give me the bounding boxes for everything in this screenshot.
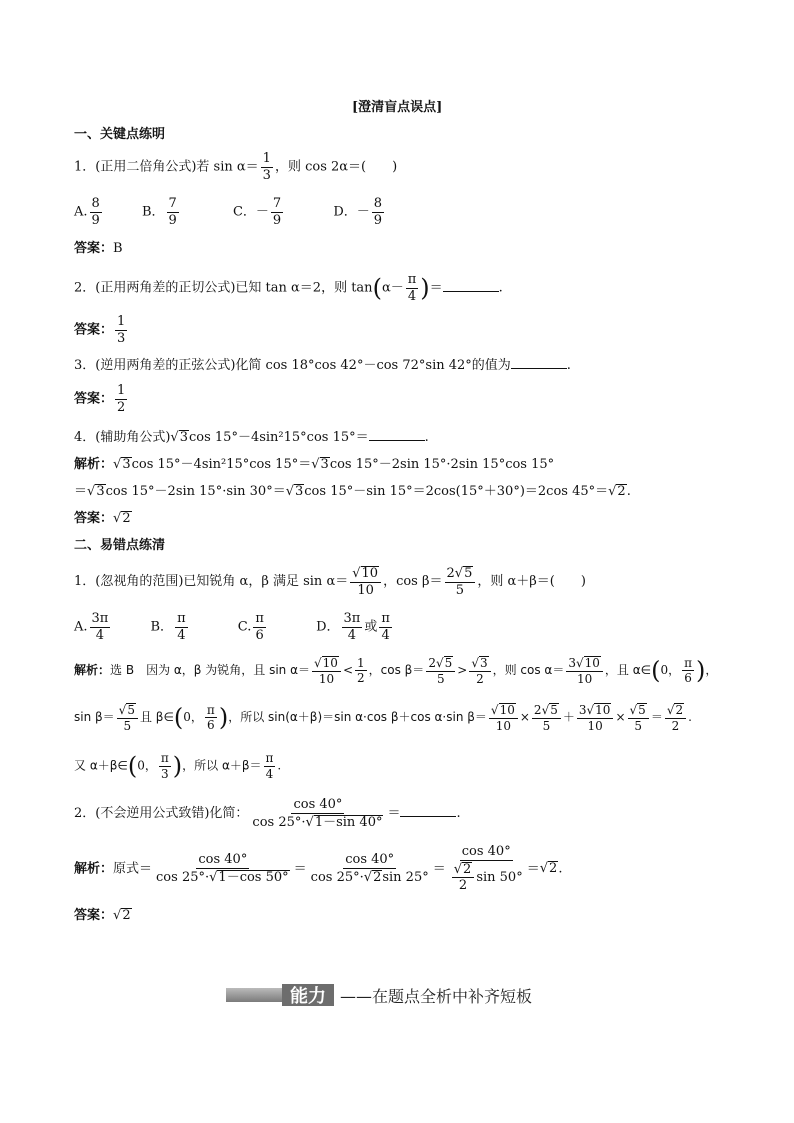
answer-blank: [400, 816, 456, 817]
s1-question-2: 2．(正用两角差的正切公式)已知 tan α＝2，则 tan(α－ $\frac{\pi}{4}$ )＝ .: [74, 272, 503, 304]
answer-blank: [511, 368, 567, 369]
answer-blank: [369, 440, 425, 441]
banner-label: 能力: [282, 984, 334, 1006]
option-c: C. $\frac{\pi}{6}$: [237, 611, 264, 643]
option-a: A. $\frac{8}{9}$: [74, 196, 100, 228]
s1-question-4: 4．(辅助角公式)√3cos 15°－4sin²15°cos 15°＝ .: [74, 430, 429, 445]
banner-decoration: [226, 988, 282, 1002]
option-d: D． $\frac{3\pi}{4}$ 或 $\frac{\pi}{4}$: [316, 611, 390, 643]
s1-q4-solution-line-2: ＝√3cos 15°－2sin 15°·sin 30°＝√3cos 15°－sin 15°＝2cos(15°＋30°)＝2cos 45°＝√2.: [74, 484, 631, 499]
option-d: D．－ $\frac{8}{9}$: [333, 196, 383, 228]
option-b: B． $\frac{\pi}{4}$: [150, 611, 186, 643]
section-banner: [226, 984, 532, 1006]
banner-subtitle: ——在题点全析中补齐短板: [340, 986, 533, 1006]
s2-q1-solution-line-3: 又 α＋β∈(0， $\frac{\pi}{3}$ )，所以 α＋β＝ $\frac{\pi}{4}$ .: [74, 751, 282, 781]
s1-q4-answer: 答案：√2: [74, 511, 131, 526]
s2-q1-options: [74, 612, 394, 642]
s2-q2-solution: 解析：原式＝ $\frac{\cos 40^\circ}{\cos 25^\circ\cdot√1-\cos 50^\circ}$ ＝ $\frac{\cos 40^\circ}{\cos 25^\circ\cdot√2\sin 25^\circ}$ ＝ cos 40° $\frac{√2}{2}$ sin 50° ＝√2.: [74, 844, 563, 894]
fraction: $\frac{1}{3}$: [262, 151, 271, 183]
s1-q2-answer: 答案： $\frac{1}{3}$: [74, 314, 126, 346]
answer-blank: [443, 291, 499, 292]
section-title-error-points: 二、易错点练清: [74, 538, 166, 553]
option-c: C．－ $\frac{7}{9}$: [232, 196, 282, 228]
s1-q1-answer: 答案：B: [74, 241, 123, 256]
s2-question-1: 1．(忽视角的范围)已知锐角 α，β 满足 sin α＝ $\frac{√10}{10}$ ，cos β＝ $\frac{2√5}{5}$ ，则 α＋β＝( ): [74, 566, 586, 598]
s1-q1-options: [74, 197, 386, 227]
s2-q2-answer: 答案：√2: [74, 908, 131, 923]
s2-question-2: 2．(不会逆用公式致错)化简： $\frac{\cos 40^\circ}{\cos 25^\circ\cdot√1-\sin 40^\circ}$ ＝ .: [74, 797, 461, 830]
option-a: A. $\frac{3\pi}{4}$: [74, 611, 109, 643]
s1-question-3: 3．(逆用两角差的正弦公式)化简 cos 18°cos 42°－cos 72°sin 42°的值为 .: [74, 358, 571, 373]
s1-q4-solution-line-1: 解析：√3cos 15°－4sin²15°cos 15°＝√3cos 15°－2sin 15°·2sin 15°cos 15°: [74, 457, 555, 472]
page-heading: [澄清盲点误点]: [352, 100, 443, 115]
option-b: B． $\frac{7}{9}$: [141, 196, 177, 228]
s2-q1-solution-line-1: 解析：选 B 因为 α，β 为锐角，且 sin α＝ $\frac{√10}{10}$ < $\frac{1}{2}$ ，cos β＝ $\frac{2√5}{5}$ > $\frac{√3}{2}$ ，则 cos α＝ $\frac{3√10}{10}$ ，且 α∈(0， $\frac{\pi}{6}$ )，: [74, 655, 718, 686]
s1-q3-answer: 答案： $\frac{1}{2}$: [74, 383, 126, 415]
section-title-key-points: 一、关键点练明: [74, 127, 166, 142]
s1-question-1: 1．(正用二倍角公式)若 sin α＝ $\frac{1}{3}$ ，则 cos 2α＝( ): [74, 151, 398, 183]
s2-q1-solution-line-2: sin β＝ $\frac{√5}{5}$ 且 β∈(0， $\frac{\pi}{6}$ )，所以 sin(α＋β)＝sin α·cos β＋cos α·sin β＝ $\frac{√10}{10}$ × $\frac{2√5}{5}$ ＋ $\frac{3√10}{10}$ × $\frac{√5}{5}$ ＝ $\frac{√2}{2}$ .: [74, 702, 692, 733]
